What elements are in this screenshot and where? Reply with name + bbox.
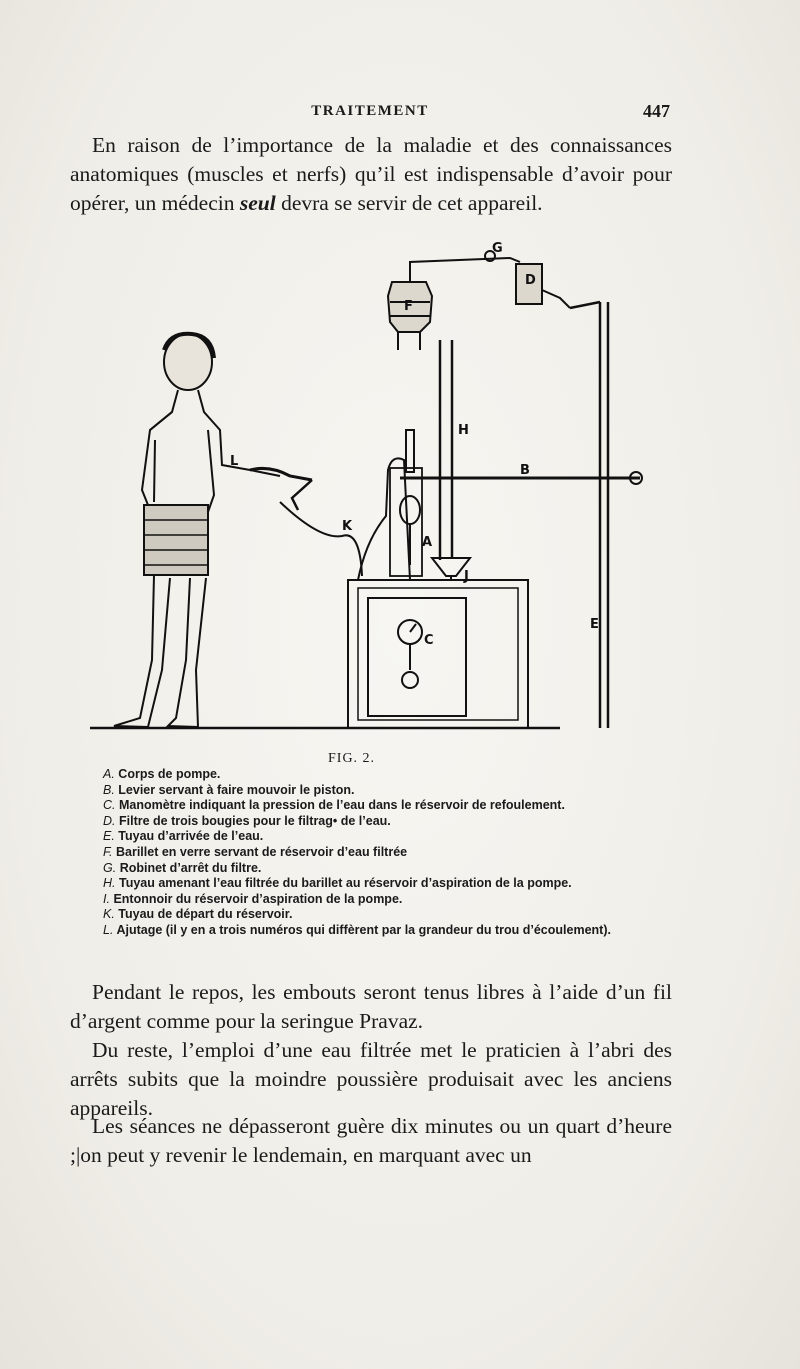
legend-row [103, 923, 683, 939]
running-header [70, 103, 670, 123]
paragraph-1-start: En raison de l’importance de la maladie et des connaissances anatomiques (muscles et nerfs) qu’il est indispensable d’avoir pour opérer, un médecin [70, 133, 672, 215]
legend-text: Tuyau d’arrivée de l’eau. [118, 829, 264, 844]
paragraph-4: Les séances ne dépasseront guère dix minutes ou un quart d’heure ;|on peut y revenir le lendemain, en marquant avec un [70, 1114, 672, 1167]
legend-text: Tuyau amenant l’eau filtrée du barillet au réservoir d’aspiration de la pompe. [118, 876, 572, 891]
legend-row [103, 892, 683, 908]
figure-label-b: B [520, 463, 530, 478]
legend-key: H. [103, 876, 116, 891]
legend-text: Robinet d’arrêt du filtre. [119, 860, 262, 875]
legend-text: Barillet en verre servant de réservoir d’eau filtrée [115, 844, 408, 859]
legend-key: I. [103, 891, 110, 906]
figure-number: FIG. 2. [328, 751, 376, 766]
legend-key: E. [103, 829, 115, 844]
legend-key: A. [103, 767, 115, 781]
legend-row [103, 767, 683, 783]
legend-text: Levier servant à faire mouvoir le piston. [118, 782, 355, 797]
legend-key: C. [103, 798, 116, 813]
legend-text: Tuyau de départ du réservoir. [118, 907, 293, 922]
figure-legend [103, 767, 683, 939]
legend-row [103, 845, 683, 861]
legend-row [103, 861, 683, 877]
figure-label-a: A [422, 535, 433, 550]
legend-row [103, 829, 683, 845]
page-number: 447 [643, 101, 670, 121]
legend-row [103, 798, 683, 814]
legend-row [103, 907, 683, 923]
figure-label-h: H [458, 423, 469, 438]
legend-key: D. [103, 813, 116, 828]
emphasis-seul: seul [239, 191, 276, 215]
running-title: TRAITEMENT [311, 103, 429, 119]
figure-label-f: F [404, 299, 413, 314]
figure-label-j: J [464, 569, 469, 584]
figure-label-c: C [424, 633, 434, 648]
legend-key: F. [103, 844, 113, 859]
legend-key: K. [103, 907, 115, 922]
figure-label-g: G [492, 241, 503, 256]
apparatus-illustration [80, 240, 680, 740]
paragraph-1 [70, 131, 672, 218]
figure-label-d: D [525, 273, 536, 288]
legend-row [103, 814, 683, 830]
legend-text: Manomètre indiquant la pression de l’eau dans le réservoir de refoulement. [118, 798, 565, 813]
legend-key: G. [103, 860, 117, 875]
paragraph-2: Pendant le repos, les embouts seront tenus libres à l’aide d’un fil d’argent comme pour la seringue Pravaz. [70, 980, 672, 1033]
patient-figure [114, 334, 280, 727]
figure-label-l: L [230, 454, 239, 469]
legend-key: L. [103, 922, 114, 937]
legend-text: Corps de pompe. [118, 767, 221, 781]
figure-label-e: E [590, 617, 599, 632]
legend-text: Entonnoir du réservoir d’aspiration de la pompe. [113, 891, 403, 906]
figure-label-k: K [342, 519, 353, 534]
legend-row [103, 876, 683, 892]
legend-key: B. [103, 782, 115, 797]
legend-text: Filtre de trois bougies pour le filtrag• de l’eau. [118, 813, 391, 828]
legend-row [103, 783, 683, 799]
legend-text: Ajutage (il y en a trois numéros qui diffèrent par la grandeur du trou d’écoulement). [116, 922, 611, 937]
paragraph-3: Du reste, l’emploi d’une eau filtrée met le praticien à l’abri des arrêts subits que la moindre poussière produisait avec les anciens appareils. [70, 1038, 672, 1120]
paragraph-1-end: devra se servir de cet appareil. [275, 191, 543, 215]
